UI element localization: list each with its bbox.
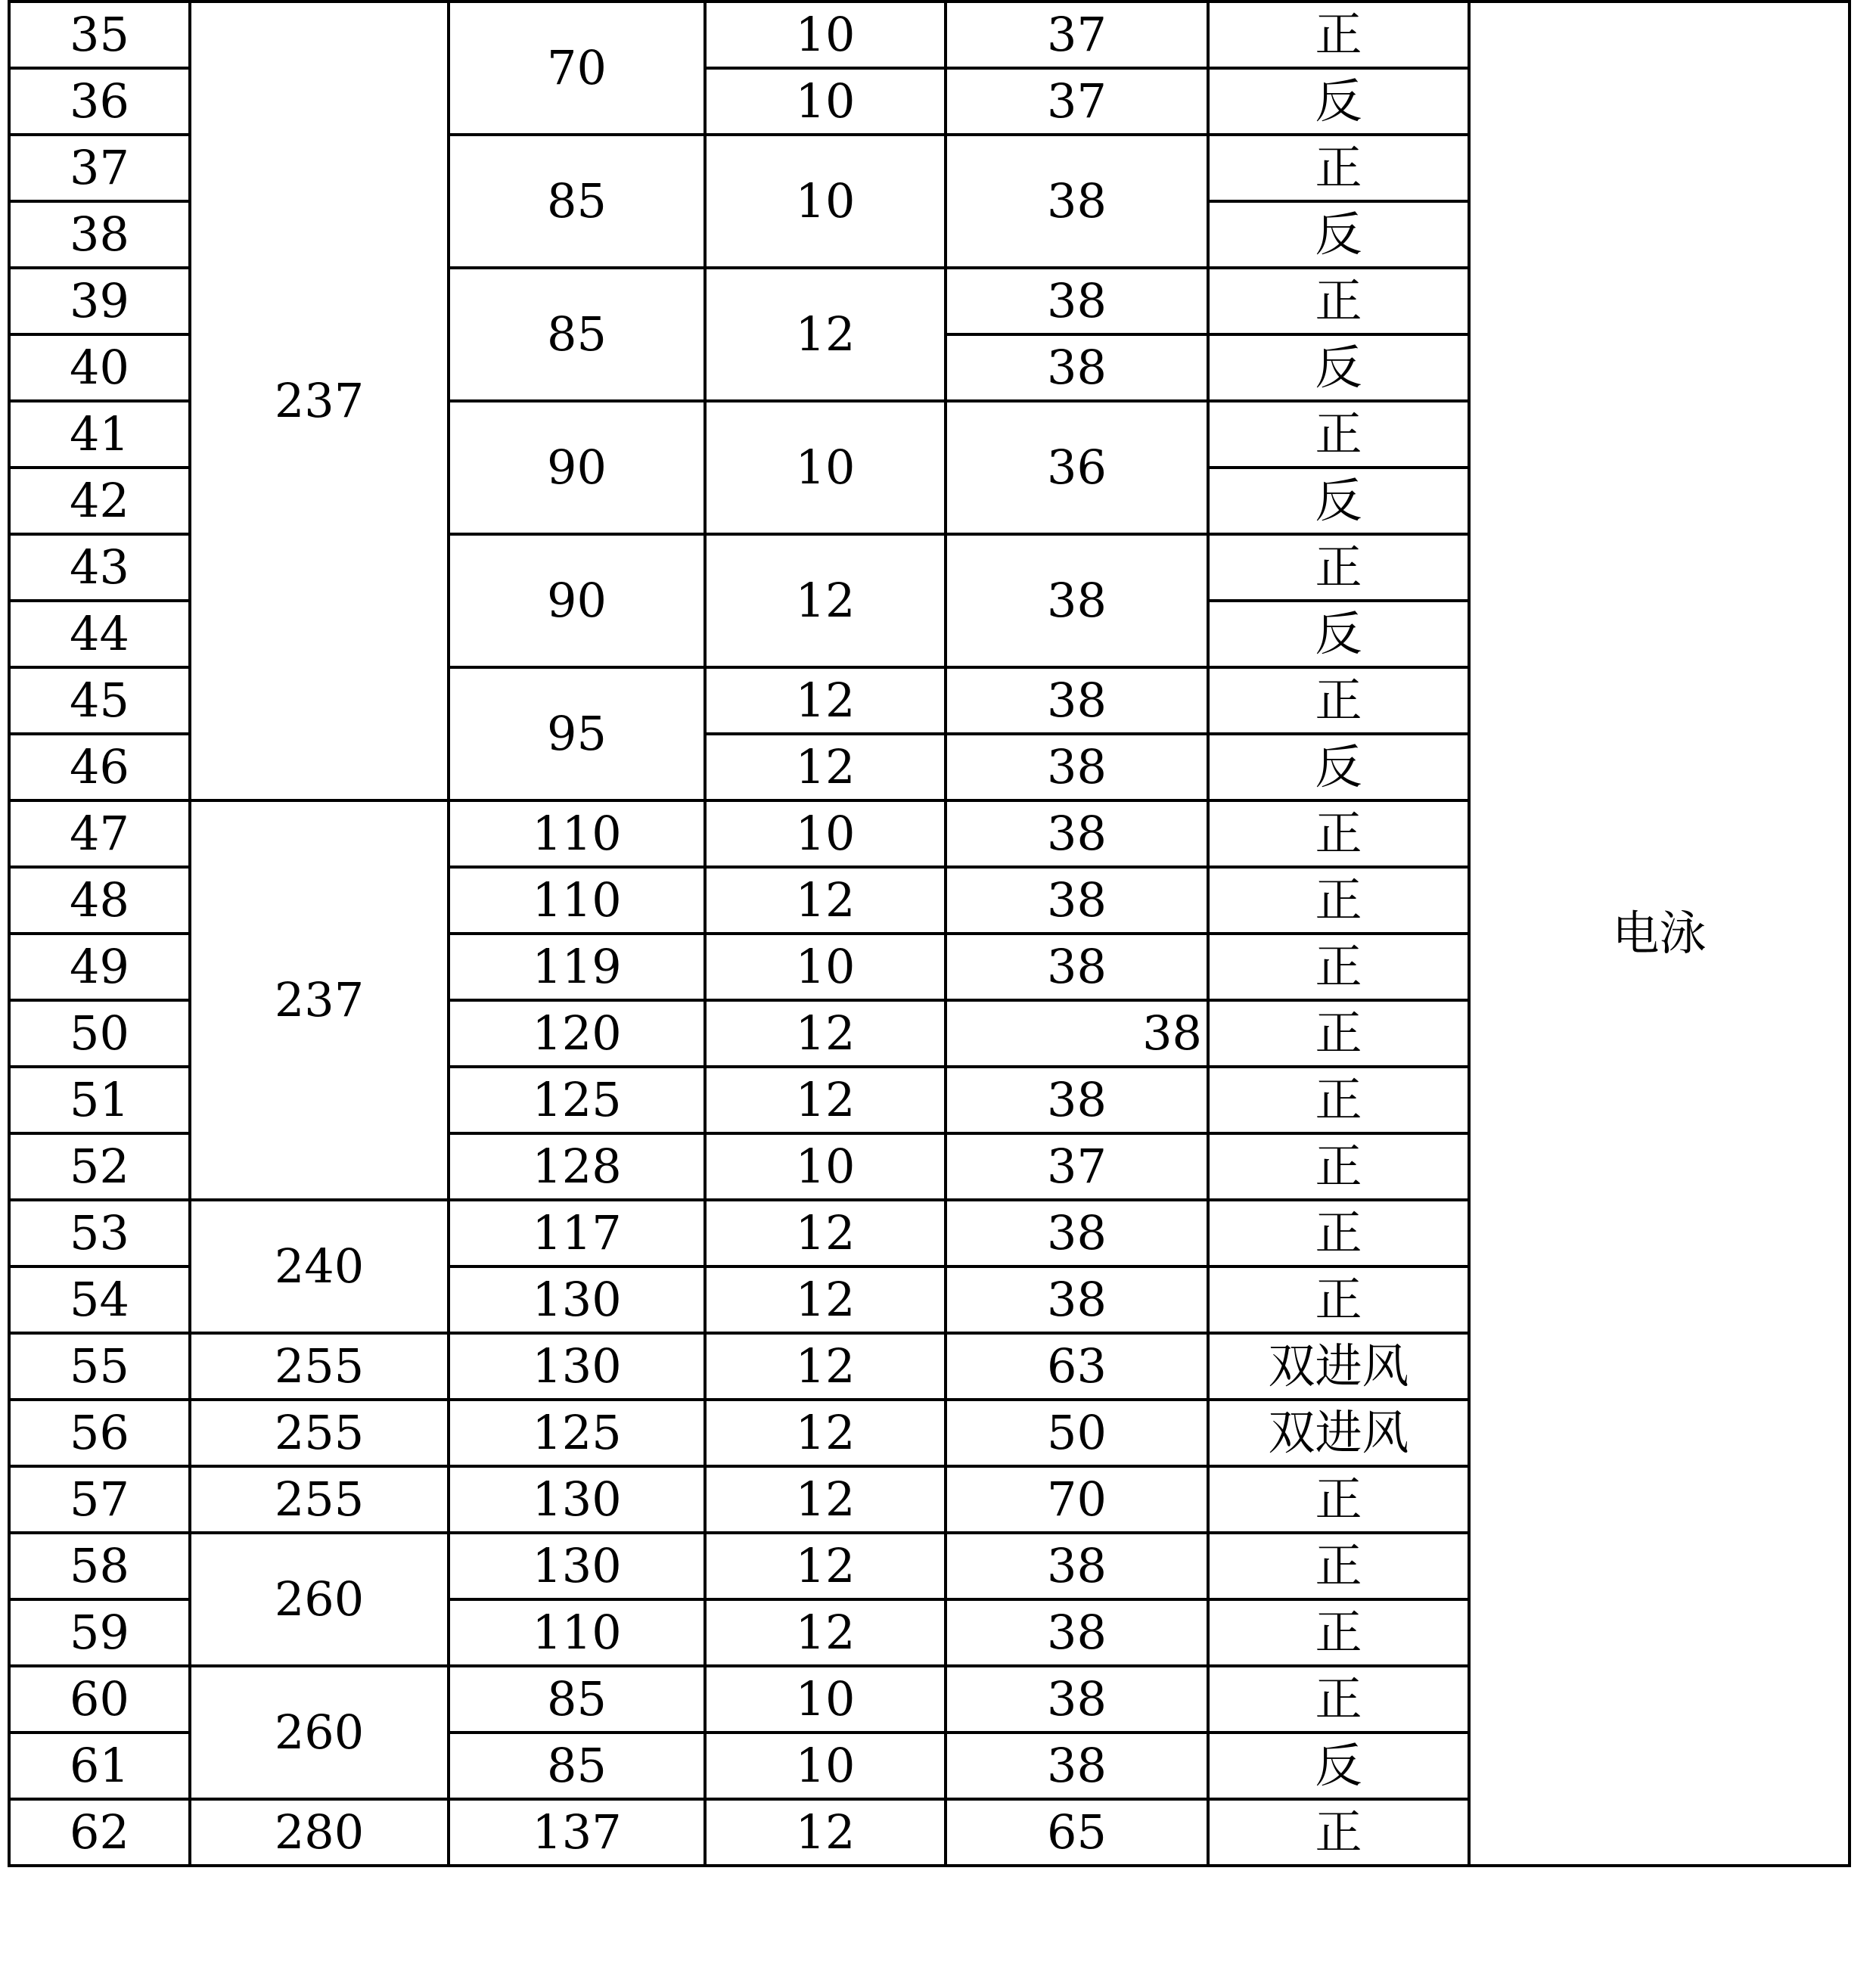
table-cell: 12 (705, 667, 946, 734)
table-cell: 12 (705, 1400, 946, 1466)
table-cell: 37 (9, 135, 190, 201)
table-cell: 237 (190, 2, 449, 800)
table-cell: 85 (449, 268, 705, 401)
table-cell: 38 (946, 534, 1208, 667)
table-cell: 130 (449, 1266, 705, 1333)
table-cell: 47 (9, 800, 190, 867)
table-cell: 110 (449, 867, 705, 934)
table-cell: 正 (1208, 667, 1469, 734)
table-cell: 137 (449, 1799, 705, 1866)
table-cell: 45 (9, 667, 190, 734)
table-cell: 正 (1208, 867, 1469, 934)
table-body (9, 2, 1850, 1866)
table-cell: 95 (449, 667, 705, 800)
table-cell: 10 (705, 1666, 946, 1733)
table-cell: 双进风 (1208, 1400, 1469, 1466)
table-cell: 54 (9, 1266, 190, 1333)
table-cell: 38 (946, 1533, 1208, 1599)
table-cell: 正 (1208, 1266, 1469, 1333)
table-cell: 62 (9, 1799, 190, 1866)
table-cell: 12 (705, 867, 946, 934)
table-cell: 41 (9, 401, 190, 468)
table-cell: 85 (449, 1666, 705, 1733)
table-cell: 10 (705, 800, 946, 867)
table-cell: 38 (946, 268, 1208, 334)
table-cell: 70 (946, 1466, 1208, 1533)
table-cell: 正 (1208, 1599, 1469, 1666)
table-cell: 12 (705, 1599, 946, 1666)
table-cell: 38 (946, 1067, 1208, 1133)
table-cell: 12 (705, 1533, 946, 1599)
table-cell: 12 (705, 1466, 946, 1533)
table-cell: 36 (9, 68, 190, 135)
table-cell: 电泳 (1469, 2, 1850, 1866)
table-cell: 37 (946, 1133, 1208, 1200)
table-cell: 12 (705, 1200, 946, 1266)
table-cell: 90 (449, 401, 705, 534)
table-cell: 57 (9, 1466, 190, 1533)
table-cell: 10 (705, 1133, 946, 1200)
table-cell: 10 (705, 68, 946, 135)
table-cell: 10 (705, 401, 946, 534)
table-cell: 正 (1208, 1666, 1469, 1733)
table-cell: 反 (1208, 601, 1469, 667)
table-cell: 119 (449, 934, 705, 1000)
table-cell: 正 (1208, 1533, 1469, 1599)
table-cell: 46 (9, 734, 190, 800)
table-cell: 双进风 (1208, 1333, 1469, 1400)
table-cell: 正 (1208, 135, 1469, 201)
table-cell: 44 (9, 601, 190, 667)
table-cell: 38 (9, 201, 190, 268)
table-cell: 52 (9, 1133, 190, 1200)
table-cell: 85 (449, 135, 705, 268)
table-cell: 125 (449, 1067, 705, 1133)
table-cell: 10 (705, 2, 946, 68)
table-cell: 38 (946, 1599, 1208, 1666)
table-cell: 38 (946, 1200, 1208, 1266)
table-cell: 61 (9, 1733, 190, 1799)
table-cell: 53 (9, 1200, 190, 1266)
table-cell: 35 (9, 2, 190, 68)
table-cell: 39 (9, 268, 190, 334)
table-cell: 正 (1208, 1200, 1469, 1266)
table-cell: 反 (1208, 201, 1469, 268)
table-cell: 56 (9, 1400, 190, 1466)
table-cell: 正 (1208, 1133, 1469, 1200)
table-cell: 10 (705, 1733, 946, 1799)
table-cell: 37 (946, 68, 1208, 135)
table-cell: 38 (946, 667, 1208, 734)
table-row (9, 2, 1850, 68)
table-cell: 10 (705, 934, 946, 1000)
table-cell: 正 (1208, 934, 1469, 1000)
table-cell: 125 (449, 1400, 705, 1466)
table-cell: 正 (1208, 800, 1469, 867)
table-cell: 43 (9, 534, 190, 601)
table-cell: 51 (9, 1067, 190, 1133)
table-cell: 38 (946, 800, 1208, 867)
table-cell: 63 (946, 1333, 1208, 1400)
table-cell: 280 (190, 1799, 449, 1866)
table-cell: 59 (9, 1599, 190, 1666)
table-cell: 正 (1208, 2, 1469, 68)
process-table (8, 0, 1851, 1867)
table-cell: 38 (946, 1733, 1208, 1799)
table-cell: 反 (1208, 334, 1469, 401)
table-cell: 正 (1208, 1466, 1469, 1533)
table-cell: 12 (705, 734, 946, 800)
table-cell: 90 (449, 534, 705, 667)
table-cell: 38 (946, 334, 1208, 401)
table-cell: 12 (705, 268, 946, 401)
table-cell: 正 (1208, 1067, 1469, 1133)
table-cell: 38 (946, 867, 1208, 934)
table-cell: 130 (449, 1533, 705, 1599)
table-cell: 12 (705, 1067, 946, 1133)
table-cell: 40 (9, 334, 190, 401)
table-cell: 10 (705, 135, 946, 268)
table-cell: 255 (190, 1400, 449, 1466)
table-cell: 55 (9, 1333, 190, 1400)
table-cell: 85 (449, 1733, 705, 1799)
table-cell: 正 (1208, 401, 1469, 468)
table-cell: 255 (190, 1333, 449, 1400)
table-cell: 反 (1208, 468, 1469, 534)
table-cell: 260 (190, 1666, 449, 1799)
table-cell: 50 (946, 1400, 1208, 1466)
table-cell: 70 (449, 2, 705, 135)
table-cell: 50 (9, 1000, 190, 1067)
table-cell: 48 (9, 867, 190, 934)
table-cell: 正 (1208, 268, 1469, 334)
table-cell: 12 (705, 1799, 946, 1866)
table-cell: 38 (946, 135, 1208, 268)
table-cell: 42 (9, 468, 190, 534)
table-cell: 38 (946, 1666, 1208, 1733)
table-cell: 117 (449, 1200, 705, 1266)
table-cell: 反 (1208, 734, 1469, 800)
table-cell: 49 (9, 934, 190, 1000)
table-cell: 240 (190, 1200, 449, 1333)
table-cell: 260 (190, 1533, 449, 1666)
table-cell: 130 (449, 1466, 705, 1533)
table-cell: 58 (9, 1533, 190, 1599)
table-cell: 255 (190, 1466, 449, 1533)
table-cell: 36 (946, 401, 1208, 534)
table-cell: 正 (1208, 1000, 1469, 1067)
table-cell: 12 (705, 534, 946, 667)
table-cell: 38 (946, 734, 1208, 800)
table-cell: 130 (449, 1333, 705, 1400)
table-cell: 反 (1208, 68, 1469, 135)
table-cell: 110 (449, 800, 705, 867)
table-cell: 38 (946, 1000, 1208, 1067)
table-cell: 正 (1208, 534, 1469, 601)
table-cell: 正 (1208, 1799, 1469, 1866)
table-cell: 38 (946, 1266, 1208, 1333)
table-cell: 128 (449, 1133, 705, 1200)
table-cell: 12 (705, 1333, 946, 1400)
table-cell: 120 (449, 1000, 705, 1067)
table-cell: 12 (705, 1266, 946, 1333)
table-cell: 反 (1208, 1733, 1469, 1799)
table-cell: 65 (946, 1799, 1208, 1866)
table-cell: 110 (449, 1599, 705, 1666)
table-cell: 237 (190, 800, 449, 1200)
table-cell: 12 (705, 1000, 946, 1067)
table-cell: 60 (9, 1666, 190, 1733)
table-cell: 38 (946, 934, 1208, 1000)
table-cell: 37 (946, 2, 1208, 68)
